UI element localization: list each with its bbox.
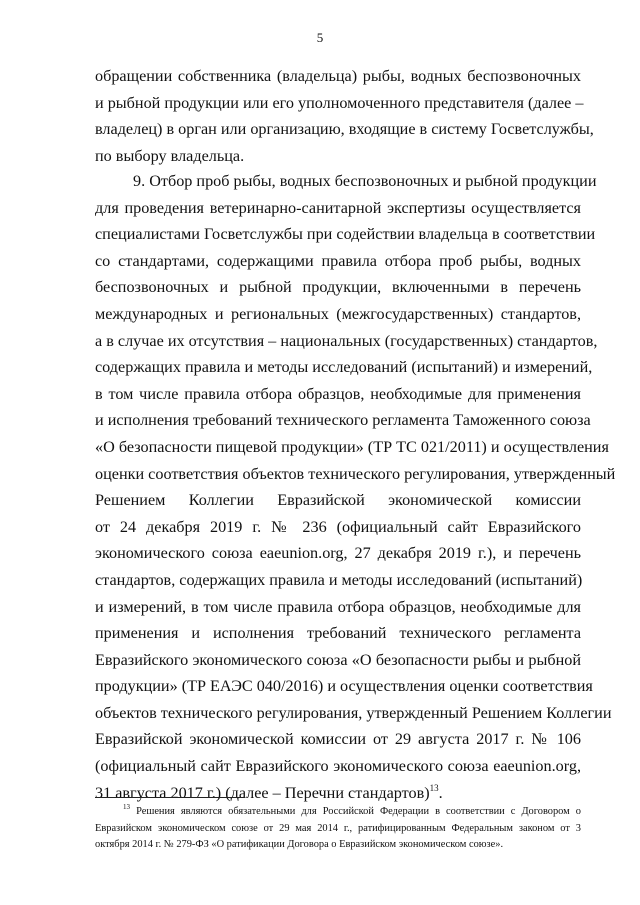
text-line: применения и исполнения требований технического регламента xyxy=(95,624,581,643)
text-line: Евразийской экономической комиссии от 29 августа 2017 г. № 106 xyxy=(95,730,581,749)
text-line: по выбору владельца. xyxy=(95,146,245,165)
text-line: обращении собственника (владельца) рыбы, водных беспозвоночных xyxy=(95,67,581,85)
footnote-line: Евразийском экономическом союзе от 29 мая 2014 г., ратифицированным Федеральным законом от 3 xyxy=(95,822,581,834)
text-line: объектов технического регулирования, утвержденный Решением Коллегии xyxy=(95,703,612,722)
text-line: Евразийского экономического союза «О безопасности рыбы и рыбной xyxy=(95,650,581,669)
footnote-marker: 13 xyxy=(123,803,130,811)
text-line: «О безопасности пищевой продукции» (ТР ТС 021/2011) и осуществления xyxy=(95,437,609,456)
text-line: экономического союза eaeunion.org, 27 декабря 2019 г.), и перечень xyxy=(95,544,581,563)
text-line: 31 августа 2017 г.) (далее – Перечни стандартов) xyxy=(95,783,430,802)
footnote-separator xyxy=(95,797,245,798)
footnote-text: Решения являются обязательными для Российской Федерации в соответствии с Договором о xyxy=(136,806,581,817)
text-line: а в случае их отсутствия – национальных (государственных) стандартов, xyxy=(95,331,598,350)
footnote-line: октября 2014 г. № 279-ФЗ «О ратификации Договора о Евразийском экономическом союзе». xyxy=(95,839,504,850)
text-line: и измерений, в том числе правила отбора образцов, необходимые для xyxy=(95,597,581,616)
footnote-reference[interactable]: 13 xyxy=(429,782,439,793)
text-line: для проведения ветеринарно-санитарной экспертизы осуществляется xyxy=(95,198,581,217)
text-line: оценки соответствия объектов технического регулирования, утвержденный xyxy=(95,464,616,483)
text-line: от 24 декабря 2019 г. № 236 (официальный сайт Евразийского xyxy=(95,517,581,536)
text-line: стандартов, содержащих правила и методы исследований (испытаний) xyxy=(95,570,583,589)
text-line: продукции» (ТР ЕАЭС 040/2016) и осуществления оценки соответствия xyxy=(95,677,593,696)
footnote-line xyxy=(95,804,581,821)
text-line: 9. Отбор проб рыбы, водных беспозвоночных и рыбной продукции xyxy=(133,172,597,190)
page-number: 5 xyxy=(316,30,324,45)
footnote xyxy=(95,804,581,854)
text-line: и рыбной продукции или его уполномоченного представителя (далее – xyxy=(95,93,584,112)
text-line-last xyxy=(95,780,581,807)
text-line: специалистами Госветслужбы при содействии владельца в соответствии xyxy=(95,225,596,244)
text-line: международных и региональных (межгосударственных) стандартов, xyxy=(95,304,581,323)
text-line: Решением Коллегии Евразийской экономической комиссии xyxy=(95,491,581,510)
text-line: и исполнения требований технического регламента Таможенного союза xyxy=(95,411,591,430)
paragraph-2 xyxy=(95,168,616,806)
text-line: в том числе правила отбора образцов, необходимые для применения xyxy=(95,384,581,403)
text-line: беспозвоночных и рыбной продукции, включенными в перечень xyxy=(95,278,581,297)
paragraph-1 xyxy=(95,63,594,169)
text-line: содержащих правила и методы исследований (испытаний) и измерений, xyxy=(95,358,593,377)
sentence-end: . xyxy=(438,783,443,802)
text-line: (официальный сайт Евразийского экономического союза eaeunion.org, xyxy=(95,757,581,776)
text-line: со стандартами, содержащими правила отбора проб рыбы, водных xyxy=(95,251,581,270)
text-line: владелец) в орган или организацию, входящие в систему Госветслужбы, xyxy=(95,120,594,139)
